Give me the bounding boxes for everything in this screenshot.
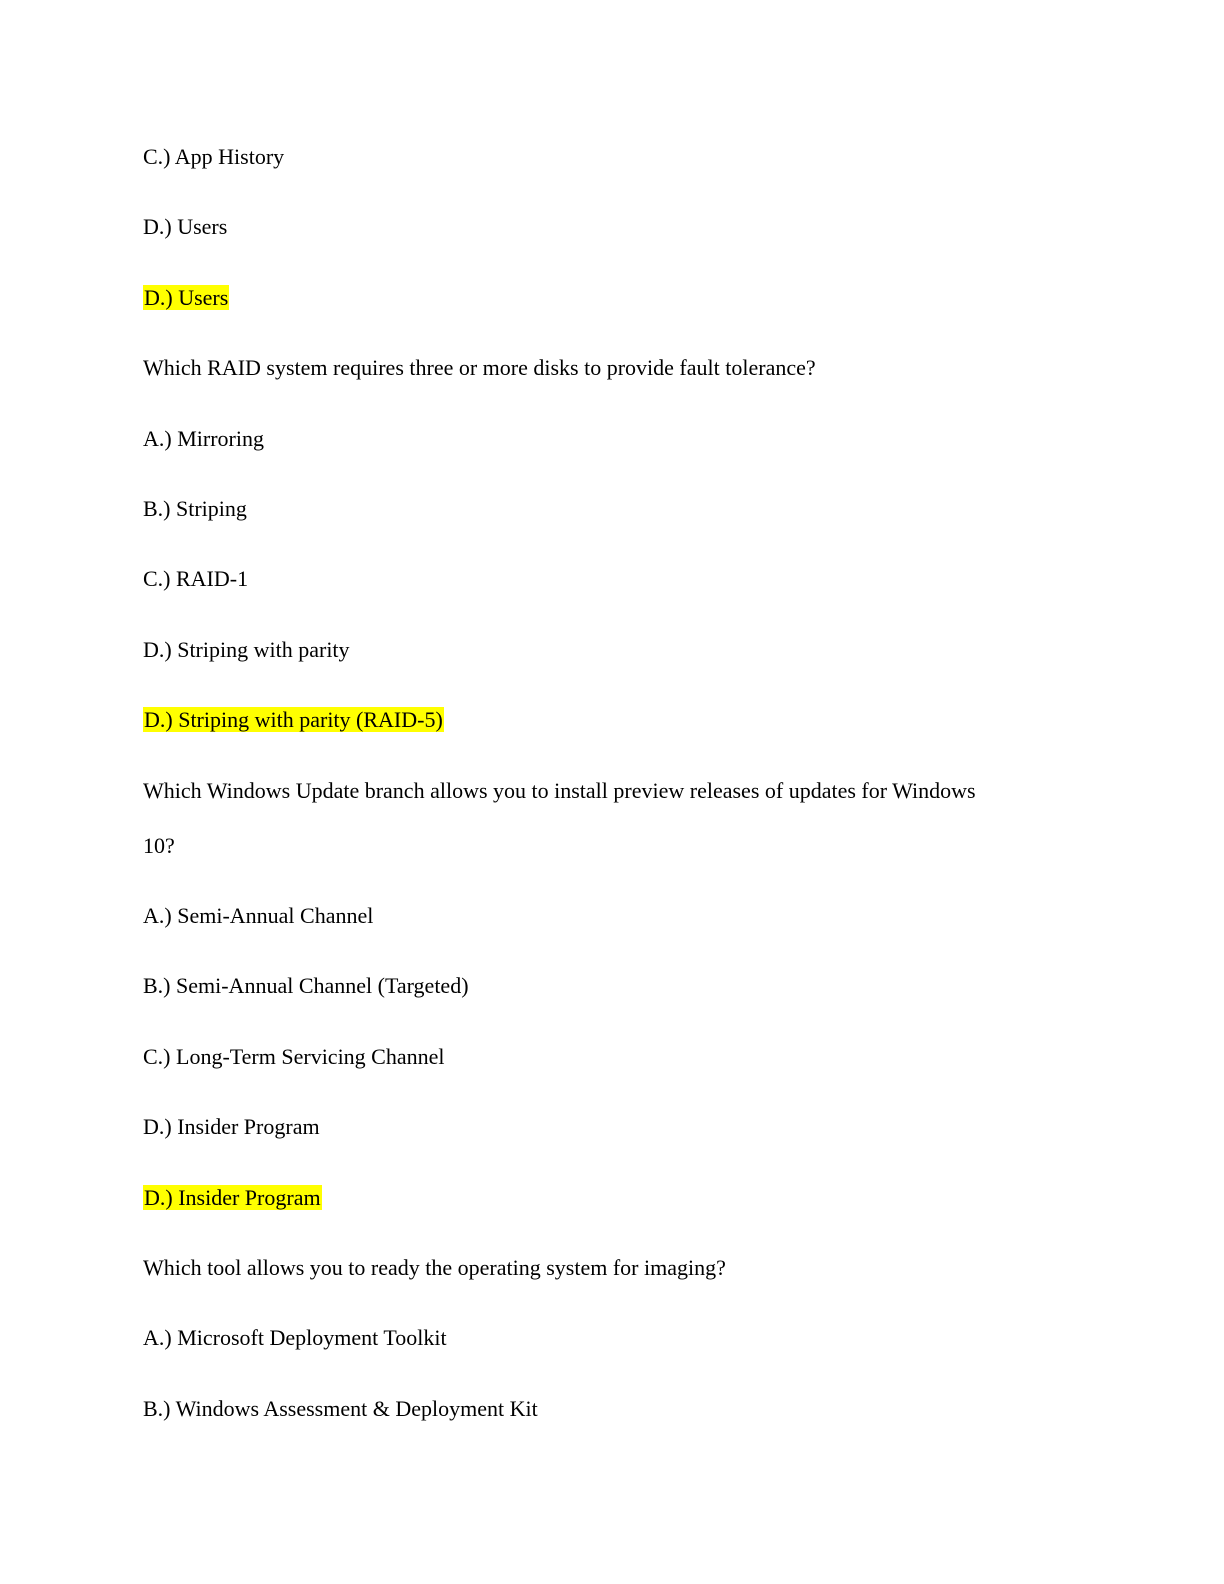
answer-option (143, 637, 350, 663)
option-text: C.) Long-Term Servicing Channel (143, 1044, 445, 1069)
answer-highlight: D.) Insider Program (144, 1185, 321, 1210)
option-text: A.) Mirroring (143, 426, 264, 451)
question-text (143, 1255, 726, 1281)
answer-option (143, 214, 227, 240)
option-text: B.) Semi-Annual Channel (Targeted) (143, 973, 469, 998)
answer-option (143, 973, 469, 999)
option-text: A.) Microsoft Deployment Toolkit (143, 1325, 447, 1350)
answer-option (143, 1044, 445, 1070)
option-text: D.) Users (143, 214, 228, 239)
answer-option (143, 566, 248, 592)
question-text (143, 778, 976, 804)
option-text: C.) RAID-1 (143, 566, 249, 591)
question-text-continued (143, 833, 175, 859)
answer-option (143, 903, 373, 929)
answer-option (143, 1396, 538, 1422)
option-text: C.) App History (143, 144, 285, 169)
option-text: A.) Semi-Annual Channel (143, 903, 374, 928)
question-text (143, 355, 816, 381)
answer-highlight: D.) Striping with parity (RAID-5) (144, 707, 443, 732)
question-line: 10? (143, 833, 175, 858)
answer-option (143, 496, 247, 522)
highlighted-answer (143, 1185, 322, 1211)
option-text: B.) Windows Assessment & Deployment Kit (143, 1396, 538, 1421)
answer-option (143, 1114, 320, 1140)
answer-highlight: D.) Users (144, 285, 229, 310)
answer-option (143, 144, 284, 170)
option-text: B.) Striping (143, 496, 247, 521)
option-text: D.) Insider Program (143, 1114, 320, 1139)
answer-option (143, 1325, 447, 1351)
highlighted-answer (143, 285, 229, 311)
option-text: D.) Striping with parity (143, 637, 350, 662)
question-line: Which Windows Update branch allows you to install preview releases of updates for Windows (143, 778, 976, 803)
question-line: Which tool allows you to ready the operating system for imaging? (143, 1255, 726, 1280)
answer-option (143, 426, 264, 452)
question-line: Which RAID system requires three or more disks to provide fault tolerance? (143, 355, 816, 380)
highlighted-answer (143, 707, 444, 733)
